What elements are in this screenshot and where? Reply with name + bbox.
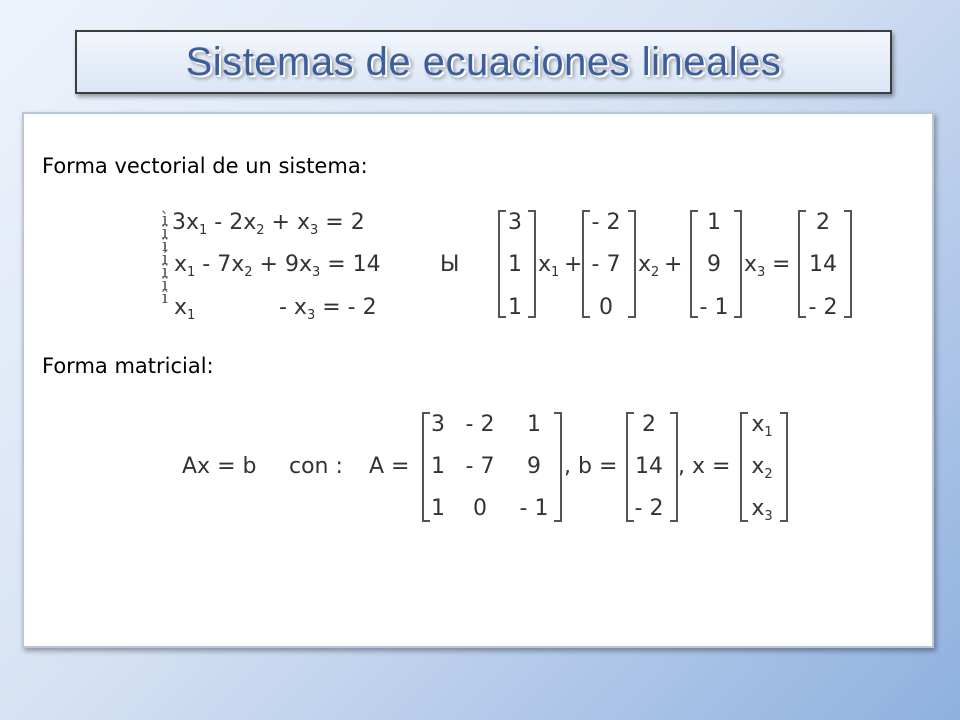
A-r3c3: - 1 — [519, 496, 549, 521]
eq1-sub3: 3 — [310, 223, 319, 238]
rhs-r2: 14 — [809, 252, 837, 277]
vf-x1: $x_1$ — [538, 252, 560, 280]
col1-bracket-right — [528, 210, 536, 318]
vf-plus2: + — [664, 252, 683, 277]
system-eq1 — [172, 212, 365, 237]
eq1-sub2: 2 — [256, 223, 265, 238]
system-eq3-right — [279, 297, 377, 322]
vf-x2: $x_2$ — [638, 252, 660, 280]
mf-con: con : — [289, 454, 343, 479]
eq2-rhs: = 14 — [320, 252, 381, 277]
vf-equals: = — [772, 252, 791, 277]
col3-bracket-right — [734, 210, 742, 318]
eq1-rhs: = 2 — [318, 210, 365, 235]
eq3-sub3: 3 — [306, 308, 316, 323]
x-bracket-right — [780, 412, 788, 522]
b-r2: 14 — [635, 454, 663, 479]
system-eq2 — [174, 254, 381, 279]
eq2-term1: x — [174, 252, 188, 277]
col1-r2: 1 — [508, 252, 522, 277]
system-brace: ì ï ï í ï ï î — [162, 209, 168, 308]
eq2-sub1: 1 — [187, 265, 196, 280]
title-box — [75, 30, 892, 94]
col3-r2: 9 — [707, 252, 721, 277]
A-r1c2: - 2 — [465, 412, 495, 437]
equivalence-arrow: Ы — [440, 252, 460, 277]
b-bracket-right — [670, 412, 678, 522]
col1-r1: 3 — [508, 210, 522, 235]
col2-r3: 0 — [599, 295, 613, 320]
eq3-term1: x — [174, 295, 188, 320]
A-r2c1: 1 — [431, 454, 445, 479]
mf-lhs: Ax = b — [182, 454, 257, 479]
mf-A-label: A = — [369, 454, 410, 479]
eq1-term3: + x — [264, 210, 310, 235]
col2-r1: - 2 — [591, 210, 621, 235]
vf-plus1: + — [564, 252, 583, 277]
rhs-r1: 2 — [816, 210, 830, 235]
rhs-bracket-right — [844, 210, 852, 318]
A-r2c3: 9 — [527, 454, 541, 479]
eq3-sub1: 1 — [187, 308, 196, 323]
A-r1c1: 3 — [431, 412, 445, 437]
A-bracket-right — [554, 412, 562, 522]
b-r3: - 2 — [634, 496, 664, 521]
A-r2c2: - 7 — [465, 454, 495, 479]
eq1-term2: - 2x — [207, 210, 257, 235]
mf-x-label: , x = — [678, 454, 731, 479]
eq2-sub2: 2 — [244, 265, 253, 280]
col2-r2: - 7 — [591, 252, 621, 277]
rhs-r3: - 2 — [808, 295, 838, 320]
eq2-term2: - 7x — [195, 252, 245, 277]
mf-b-label: , b = — [564, 454, 618, 479]
heading-vectorial: Forma vectorial de un sistema: — [42, 154, 368, 178]
vf-x3: $x_3$ — [744, 252, 766, 280]
eq2-term3: + 9x — [252, 252, 312, 277]
eq1-sub1: 1 — [199, 223, 208, 238]
col3-r3: - 1 — [699, 295, 729, 320]
A-r3c2: 0 — [473, 496, 487, 521]
b-r1: 2 — [642, 412, 656, 437]
x-r1: $x_1$ — [751, 412, 773, 440]
heading-matricial: Forma matricial: — [42, 354, 214, 378]
eq3-rhs: = - 2 — [315, 295, 377, 320]
slide-title: Sistemas de ecuaciones lineales — [185, 39, 782, 84]
col1-r3: 1 — [508, 295, 522, 320]
content-box — [22, 112, 934, 648]
x-r2: $x_2$ — [751, 454, 773, 482]
system-eq3 — [174, 297, 195, 322]
eq2-sub3: 3 — [311, 265, 321, 280]
eq3-term3: - x — [279, 295, 307, 320]
A-r3c1: 1 — [431, 496, 445, 521]
x-r3: $x_3$ — [751, 496, 773, 524]
A-r1c3: 1 — [527, 412, 541, 437]
col2-bracket-right — [628, 210, 636, 318]
col3-r1: 1 — [707, 210, 721, 235]
eq1-term1: 3x — [172, 210, 200, 235]
